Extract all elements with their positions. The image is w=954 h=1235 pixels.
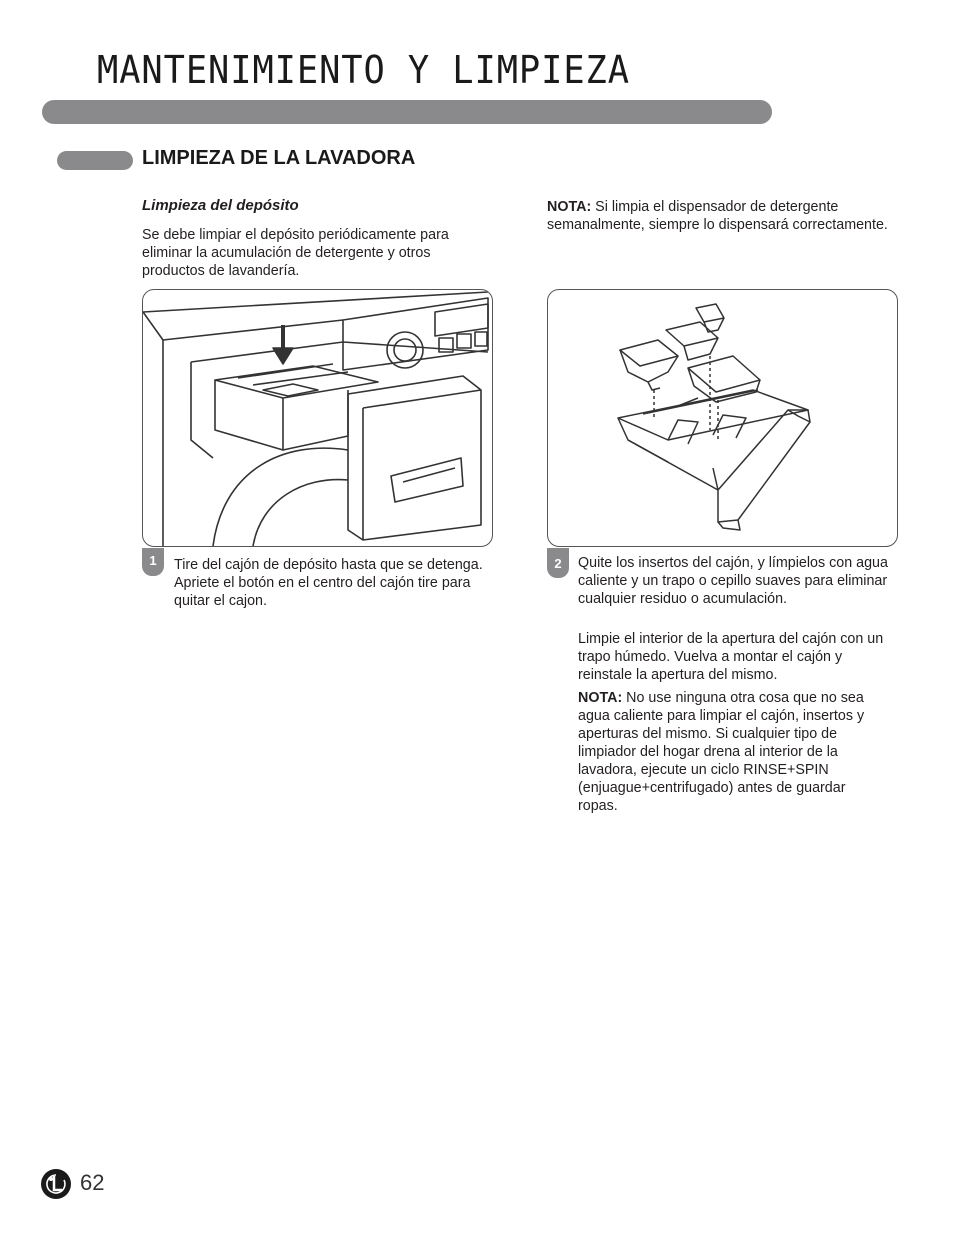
chapter-title: MANTENIMIENTO Y LIMPIEZA: [97, 48, 630, 92]
lg-logo-icon: [40, 1168, 72, 1200]
figure-drawer-inserts: [547, 289, 898, 547]
intro-paragraph: Se debe limpiar el depósito periódicamente para eliminar la acumulación de detergente y otros productos de lavandería.: [142, 227, 449, 279]
note-top: [547, 198, 892, 234]
section-title: LIMPIEZA DE LA LAVADORA: [142, 147, 416, 169]
step-2-note-text: No use ninguna otra cosa que no sea agua caliente para limpiar el cajón, insertos y aperturas del mismo. Si cualquier tipo de limpiador del hogar drena al interior de la lavadora, ejecute un ciclo RINSE+SPIN (enjuague+centrifugado) antes de guardar ropas.: [578, 690, 865, 814]
note-text: Si limpia el dispensador de detergente semanalmente, siempre lo dispensará correctamente.: [547, 199, 888, 233]
drawer-inserts-illustration: [548, 290, 897, 546]
step-1-text: Tire del cajón de depósito hasta que se detenga. Apriete el botón en el centro del cajón tire para quitar el cajon.: [174, 557, 483, 609]
subsection-title: Limpieza del depósito: [142, 197, 299, 214]
note-label: NOTA:: [547, 199, 592, 215]
page-number: 62: [80, 1170, 105, 1195]
figure-drawer-pull: [142, 289, 493, 547]
washer-drawer-illustration: [143, 290, 492, 546]
header-bar: [42, 100, 772, 124]
step-1-badge: 1: [142, 548, 164, 576]
step-2-text-2: Limpie el interior de la apertura del cajón con un trapo húmedo. Vuelva a montar el cajón y reinstale la apertura del mismo.: [578, 631, 884, 683]
step-2-badge: 2: [547, 548, 569, 578]
step-2-text: Quite los insertos del cajón, y límpielos con agua caliente y un trapo o cepillo suaves para eliminar cualquier residuo o acumulación.: [578, 555, 888, 607]
step-2-note-label: NOTA:: [578, 690, 623, 706]
section-pill: [57, 151, 133, 170]
step-2-note: [578, 689, 888, 815]
